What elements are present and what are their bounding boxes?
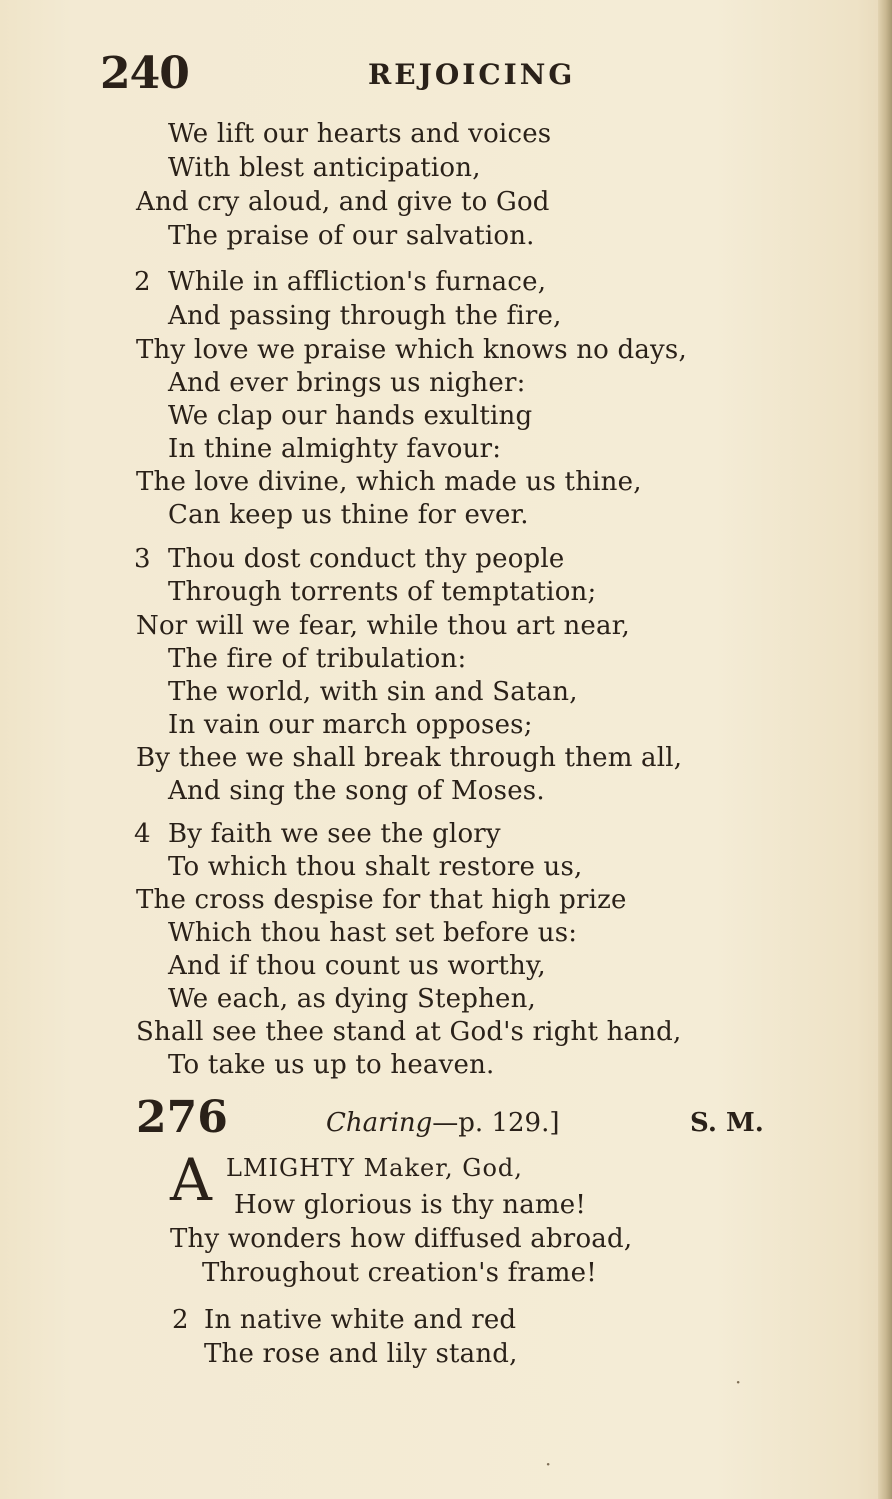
verse-line: The world, with sin and Satan, [168,677,578,707]
stanza-number: 3 [134,544,151,574]
verse-line: The fire of tribulation: [168,644,467,674]
verse-first-line: LMIGHTY Maker, God, [226,1154,523,1182]
verse-line: While in affliction's furnace, [168,267,547,297]
paper-speck: · [545,1452,552,1476]
verse-line: By thee we shall break through them all, [136,743,683,773]
verse-line: Which thou hast set before us: [168,918,578,948]
verse-line: The praise of our salvation. [168,221,535,251]
verse-line: By faith we see the glory [168,819,501,849]
verse-line: In native white and red [204,1305,517,1335]
verse-line: And sing the song of Moses. [168,776,545,806]
verse-line: We lift our hearts and voices [168,119,552,149]
verse-line: And if thou count us worthy, [168,951,546,981]
running-title: REJOICING [368,58,576,91]
paper-speck: · [735,1370,742,1394]
page-header [0,48,892,108]
verse-line: To take us up to heaven. [168,1050,495,1080]
verse-line: Thy wonders how diffused abroad, [170,1224,633,1254]
stanza-number: 2 [134,267,151,297]
hymn-number: 276 [136,1092,228,1143]
hymn-meter: S. M. [690,1108,764,1138]
stanza-number: 4 [134,819,151,849]
verse-line: And cry aloud, and give to God [136,187,550,217]
verse-line: The rose and lily stand, [204,1339,518,1369]
verse-line: With blest anticipation, [168,153,481,183]
verse-line: And passing through the fire, [168,301,562,331]
verse-line: Thy love we praise which knows no days, [136,335,687,365]
verse-line: We each, as dying Stephen, [168,984,537,1014]
verse-line: How glorious is thy name! [234,1190,587,1220]
verse-line: To which thou shalt restore us, [168,852,583,882]
tune-name: Charing [326,1108,433,1138]
verse-line: In vain our march opposes; [168,710,533,740]
verse-line: Nor will we fear, while thou art near, [136,611,630,641]
tune-page: —p. 129.] [432,1108,560,1138]
stanza-number: 2 [172,1305,189,1335]
verse-line: The cross despise for that high prize [136,885,627,915]
verse-line: Can keep us thine for ever. [168,500,529,530]
tune-reference [326,1108,560,1138]
verse-line: Throughout creation's frame! [202,1258,597,1288]
verse-line: The love divine, which made us thine, [136,467,642,497]
verse-line: Shall see thee stand at God's right hand, [136,1017,682,1047]
verse-line: Through torrents of temptation; [168,577,597,607]
verse-line: And ever brings us nigher: [168,368,526,398]
verse-line: In thine almighty favour: [168,434,502,464]
drop-cap: A [170,1146,212,1214]
verse-line: Thou dost conduct thy people [168,544,565,574]
page-edge [878,0,892,1499]
page-number: 240 [100,48,189,99]
verse-line: We clap our hands exulting [168,401,533,431]
